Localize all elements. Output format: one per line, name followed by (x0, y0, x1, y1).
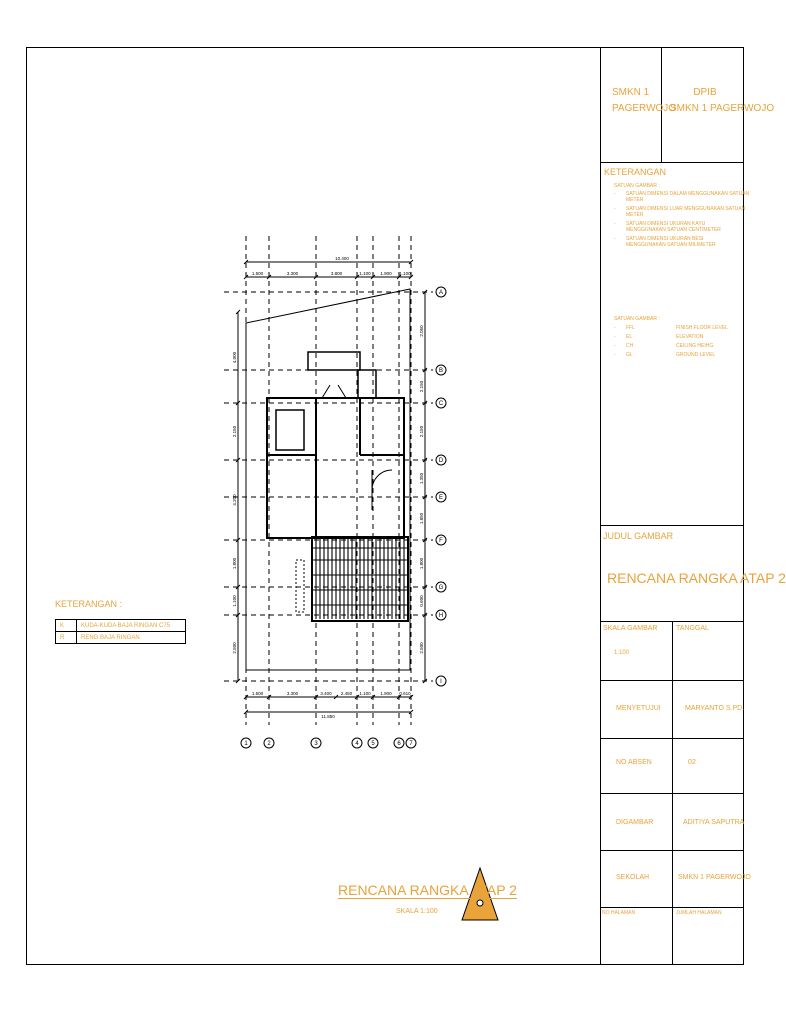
legend-title: KETERANGAN : (55, 599, 123, 609)
grid-label-row: B (438, 368, 444, 374)
menyetujui-value: MARYANTO S.PD. (685, 705, 745, 712)
grid-label-row: F (439, 538, 443, 544)
no-halaman-label: NO HALAMAN (602, 910, 636, 916)
grid-bubbles (241, 287, 446, 748)
dimension-text: 1.800 (232, 557, 237, 570)
note-item: - SATUAN DIMENSI DALAM MENGGUNAKAN SATUAN METER (614, 191, 750, 203)
stair-lower (296, 560, 304, 612)
abbreviation-item: - GL GROUND LEVEL (614, 352, 716, 358)
drawing-title: RENCANA RANGKA ATAP 2 (607, 570, 786, 586)
digambar-value: ADITIYA SAPUTRA (683, 819, 745, 826)
judul-gambar-label: JUDUL GAMBAR (603, 531, 674, 541)
satuan-gambar-label: SATUAN GAMBAR : (614, 183, 660, 189)
grid-label-col: 1 (244, 741, 248, 747)
abbreviation-item: - EL ELEVATION (614, 334, 704, 340)
abbreviation-item: - CH CEILING HEIHG (614, 343, 714, 349)
dimension-text: 1.800 (419, 557, 424, 570)
dimension-text: 1.900 (380, 271, 392, 276)
grid-label-col: 7 (409, 741, 413, 747)
dimension-text: 2.500 (419, 642, 424, 654)
school-short-line2: PAGERWOJO (612, 102, 677, 114)
dimension-total: 10.400 (335, 256, 349, 261)
grid-label-col: 5 (371, 741, 375, 747)
dimension-text: 1.500 (251, 691, 264, 696)
legend-code: K (56, 620, 77, 632)
grid-label-row: E (438, 495, 444, 501)
truss-hatch (296, 537, 408, 621)
no-absen-value: 02 (688, 759, 696, 766)
dimension-text: 1.100 (359, 271, 371, 276)
digambar-label: DIGAMBAR (616, 819, 654, 826)
legend-code: R (56, 632, 77, 644)
dimension-text: 3.800 (330, 271, 343, 276)
dimension-text: 4.000 (232, 351, 237, 364)
door-swing (372, 470, 392, 510)
legend-desc: RENG BAJA RINGAN (77, 632, 186, 644)
dimension-text: 0.610 (399, 691, 411, 696)
dimension-total: 11.850 (321, 714, 335, 719)
dimension-text: 3.300 (286, 271, 299, 276)
grid-label-row: I (440, 679, 442, 685)
skala-value: 1:100 (614, 650, 630, 656)
dimension-text: 0.600 (419, 595, 424, 607)
note-item: - SATUAN DIMENSI UKURAN KAYU MENGGUNAKAN SATUAN CENTIMETER (614, 221, 721, 233)
legend-desc: KUDA-KUDA BAJA RINGAN C75 (77, 620, 186, 632)
grid-label-col: 2 (267, 741, 271, 747)
grid-label-row: C (438, 401, 444, 407)
abbreviation-item: - FFL FINISH FLOOR LEVEL (614, 325, 728, 331)
grid-label-row: H (438, 613, 444, 619)
no-absen-label: NO ABSEN (616, 759, 652, 766)
left-dimensions (232, 310, 240, 683)
grid-lines (224, 236, 433, 725)
sekolah-value: SMKN 1 PAGERWOJO (678, 874, 751, 881)
menyetujui-label: MENYETUJUI (616, 705, 661, 712)
dimension-text: 1.100 (399, 271, 411, 276)
upper-rooms (267, 398, 404, 538)
dimension-text: 1.850 (419, 512, 424, 525)
school-short-line1: SMKN 1 (612, 87, 650, 98)
sekolah-label: SEKOLAH (616, 874, 650, 881)
dimension-text: 1.500 (251, 271, 264, 276)
keterangan-heading: KETERANGAN (604, 167, 667, 177)
dept-line1: DPIB (693, 87, 717, 98)
dimension-text: 3.400 (320, 691, 332, 696)
marker-dot-icon (477, 900, 483, 906)
dimension-text: 2.450 (340, 691, 353, 696)
drawing-scale: SKALA 1:100 (396, 908, 438, 915)
note-item: - SATUAN DIMENSI UKURAN BESI MENGGUNAKAN SATUAN MILIMETER (614, 236, 716, 248)
tanggal-label: TANGGAL (676, 625, 709, 632)
drawing-caption: RENCANA RANGKA ATAP 2 (338, 882, 517, 898)
dimension-text: 2.150 (419, 380, 424, 393)
grid-label-col: 4 (355, 741, 359, 747)
dimension-text: 3.300 (286, 691, 299, 696)
dimension-text: 2.050 (419, 325, 424, 337)
grid-label-row: A (438, 290, 444, 296)
grid-label-row: D (438, 458, 444, 464)
dimension-text: 1.900 (380, 691, 392, 696)
dimension-text: 2.150 (419, 425, 424, 438)
right-dimensions (419, 290, 427, 683)
dept-line2: SMKN 1 PAGERWOJO (670, 102, 775, 114)
jumlah-halaman-label: JUMLAH HALAMAN (676, 910, 722, 916)
stair-room (276, 410, 304, 450)
door-swing (322, 385, 346, 398)
dimension-text: 1.100 (232, 595, 237, 607)
grid-label-row: G (438, 585, 444, 591)
grid-label-col: 6 (397, 741, 401, 747)
skala-gambar-label: SKALA GAMBAR (603, 625, 658, 632)
dimension-text: 1.100 (359, 691, 371, 696)
grid-label-col: 3 (314, 741, 318, 747)
dimension-text: 2.500 (232, 642, 237, 654)
note-item: - SATUAN DIMENSI LUAR MENGGUNAKAN SATUAN METER (614, 206, 746, 218)
dimension-text: 4.200 (232, 494, 237, 506)
dimension-text: 2.150 (232, 425, 237, 438)
dimension-text: 1.350 (419, 472, 424, 485)
satuan-gambar-label-2: SATUAN GAMBAR : (614, 316, 660, 322)
